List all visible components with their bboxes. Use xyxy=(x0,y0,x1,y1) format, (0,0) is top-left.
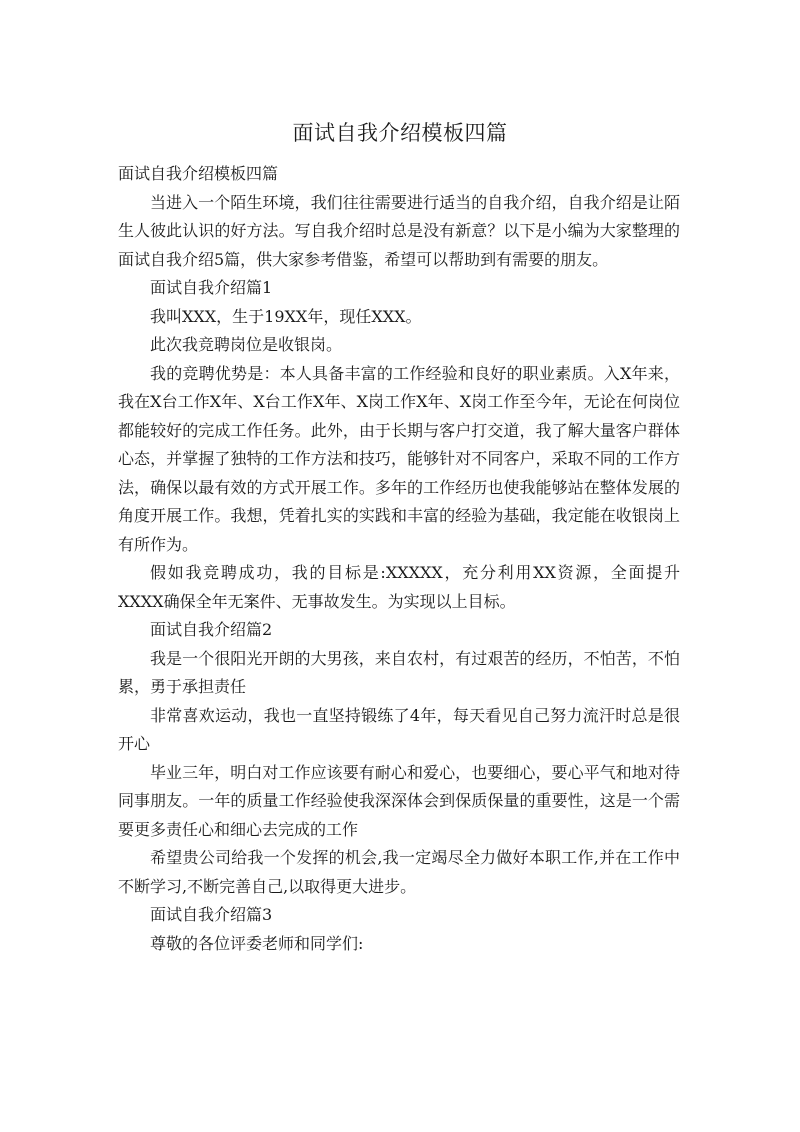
paragraph: 尊敬的各位评委老师和同学们: xyxy=(150,933,364,953)
paragraph: 我的竞聘优势是：本人具备丰富的工作经验和良好的职业素质。入X年来，我在X台工作X年、X台工作X年、X岗工作X年、X岗工作至今年，无论在何岗位都能较好的完成工作任务。此外，由于长期与客户打交道，我了解大量客户群体心态，并掌握了独特的工作方法和技巧，能够针对不同客户，采取不同的工作方法，确保以最有效的方式开展工作。多年的工作经历也使我能够站在整体发展的角度开展工作。我想，凭着扎实的实践和丰富的经验为基础，我定能在收银岗上有所作为。 xyxy=(118,363,680,554)
section-heading-1: 面试自我介绍篇1 xyxy=(150,278,273,297)
section-heading-2: 面试自我介绍篇2 xyxy=(150,620,273,639)
section-heading-3: 面试自我介绍篇3 xyxy=(150,905,273,924)
document-subtitle: 面试自我介绍模板四篇 xyxy=(118,164,279,183)
paragraph: 非常喜欢运动，我也一直坚持锻练了4年，每天看见自己努力流汗时总是很开心 xyxy=(118,705,680,753)
document-title: 面试自我介绍模板四篇 xyxy=(292,121,508,145)
paragraph: 毕业三年，明白对工作应该要有耐心和爱心，也要细心，要心平气和地对待同事朋友。一年的质量工作经验使我深深体会到保质保量的重要性，这是一个需要更多责任心和细心去完成的工作 xyxy=(118,762,680,839)
intro-paragraph: 当进入一个陌生环境，我们往往需要进行适当的自我介绍，自我介绍是让陌生人彼此认识的好方法。写自我介绍时总是没有新意？以下是小编为大家整理的面试自我介绍5篇，供大家参考借鉴，希望可以帮助到有需要的朋友。 xyxy=(118,192,680,269)
paragraph: 此次我竞聘岗位是收银岗。 xyxy=(150,335,343,354)
paragraph: 假如我竞聘成功，我的目标是:XXXXX，充分利用XX资源，全面提升XXXX确保全年无案件、无事故发生。为实现以上目标。 xyxy=(118,563,680,611)
paragraph: 希望贵公司给我一个发挥的机会,我一定竭尽全力做好本职工作,并在工作中不断学习,不断完善自己,以取得更大进步。 xyxy=(118,848,680,896)
paragraph: 我叫XXX，生于19XX年，现任XXX。 xyxy=(150,306,422,326)
paragraph: 我是一个很阳光开朗的大男孩，来自农村，有过艰苦的经历，不怕苦，不怕累，勇于承担责任 xyxy=(118,648,680,696)
document-body xyxy=(118,160,680,958)
